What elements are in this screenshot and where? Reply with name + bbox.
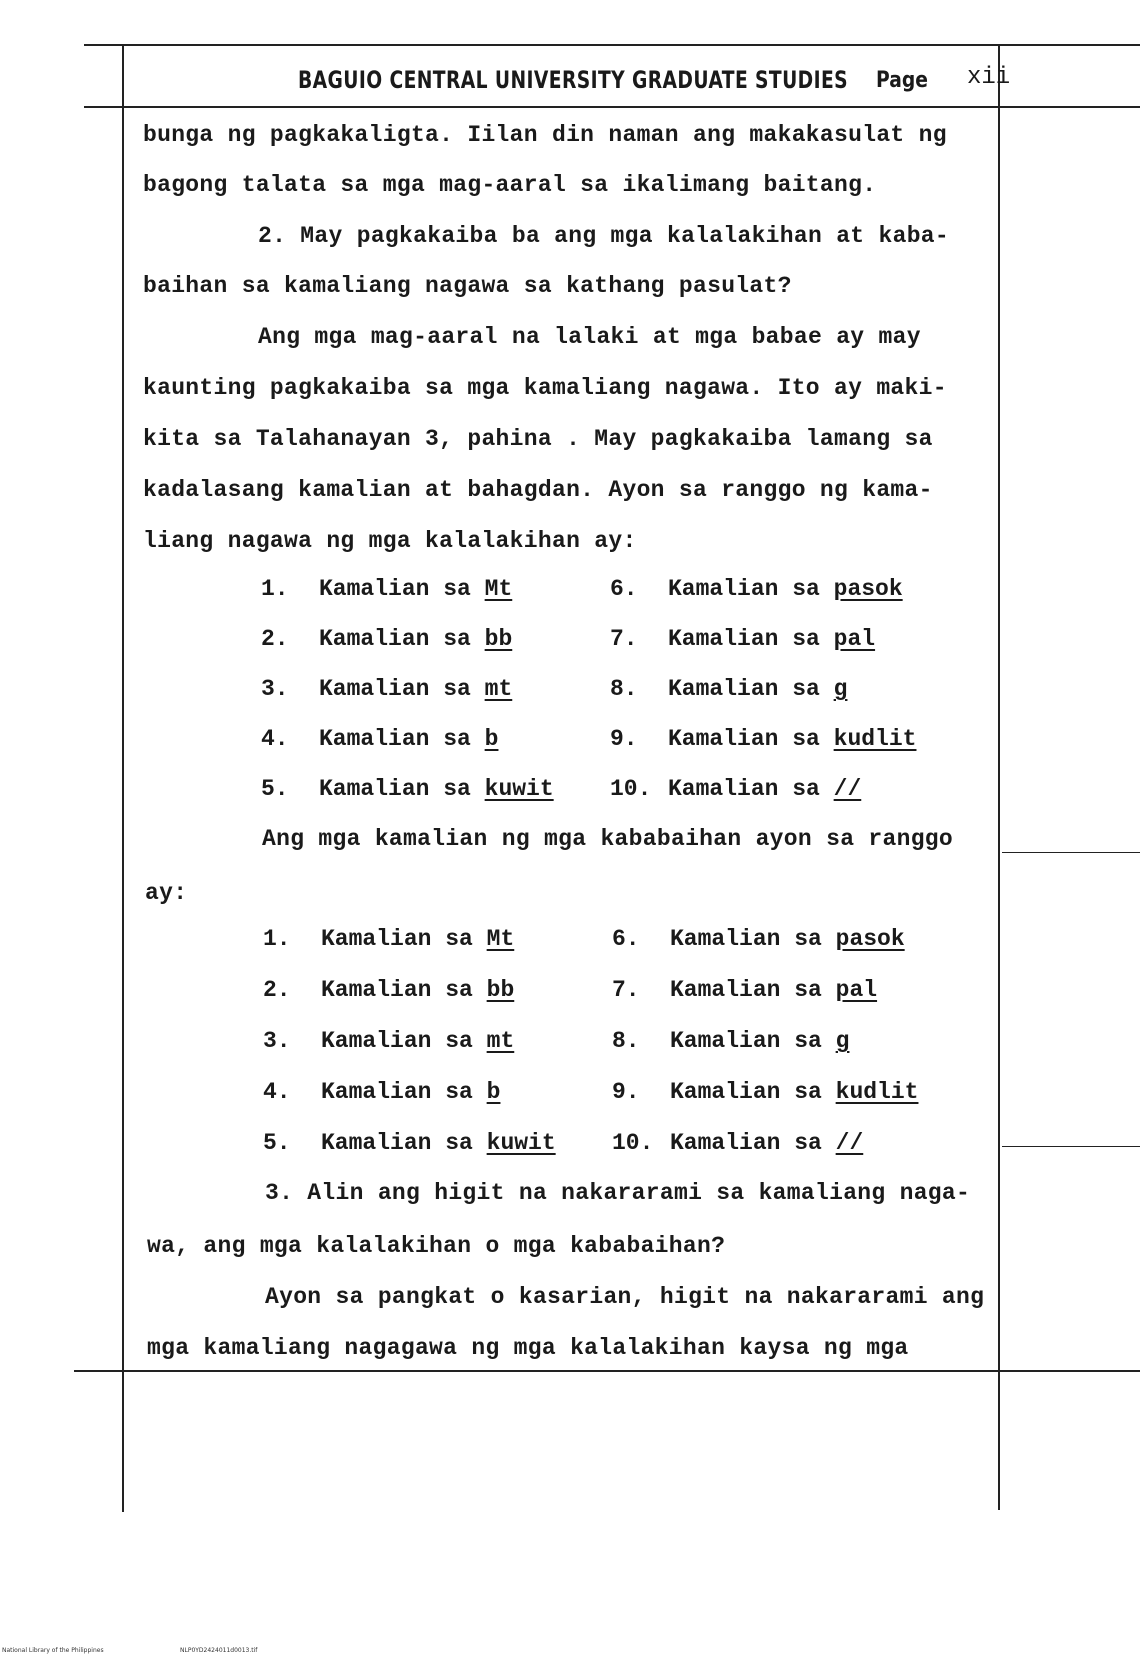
list-item-term: g [833, 676, 848, 702]
list-item-term: mt [486, 1028, 515, 1054]
list-item-term: kudlit [835, 1079, 919, 1105]
list-item-label: Kamalian sa [668, 726, 834, 752]
list-item-label: Kamalian sa [319, 726, 485, 752]
list-item-term: Mt [484, 576, 513, 602]
body-line: 2. May pagkakaiba ba ang mga kalalakihan at kaba- [258, 223, 950, 249]
list-item-term: bb [486, 977, 515, 1003]
list-item-label: Kamalian sa [319, 576, 485, 602]
list-item-number: 5. [261, 776, 289, 802]
list-item-label: Kamalian sa [670, 926, 836, 952]
list-item-term: // [833, 776, 862, 802]
header-title: BAGUIO CENTRAL UNIVERSITY GRADUATE STUDIES [298, 66, 848, 94]
list-item-number: 3. [263, 1028, 291, 1054]
list-item-number: 4. [263, 1079, 291, 1105]
list-item [263, 1028, 514, 1054]
list-item [263, 1130, 556, 1156]
list-item-term: b [486, 1079, 501, 1105]
list-item [261, 626, 512, 652]
list-item-term: kuwit [484, 776, 554, 802]
list-item [261, 776, 554, 802]
list-item-term: Mt [486, 926, 515, 952]
right-tick-2 [1002, 1146, 1140, 1147]
body-line: kadalasang kamalian at bahagdan. Ayon sa ranggo ng kama- [143, 477, 933, 503]
list-item-number: 1. [261, 576, 289, 602]
list-item [261, 726, 498, 752]
right-tick-1 [1002, 852, 1140, 853]
list-item-label: Kamalian sa [319, 676, 485, 702]
list-item-number: 8. [610, 676, 638, 702]
list-item [610, 626, 875, 652]
list-item-label: Kamalian sa [668, 576, 834, 602]
list-item-number: 6. [612, 926, 640, 952]
list-item-term: g [835, 1028, 850, 1054]
body-line: mga kamaliang nagagawa ng mga kalalakihan kaysa ng mga [147, 1335, 909, 1361]
list-item-number: 3. [261, 676, 289, 702]
list-item [263, 977, 514, 1003]
list-item [612, 977, 877, 1003]
left-margin-rule [122, 44, 124, 1512]
list-item [261, 576, 512, 602]
list-item-label: Kamalian sa [670, 1028, 836, 1054]
list-item-number: 1. [263, 926, 291, 952]
list-item-number: 6. [610, 576, 638, 602]
list-item-term: pasok [833, 576, 903, 602]
right-margin-rule [998, 44, 1000, 1510]
body-line: baihan sa kamaliang nagawa sa kathang pasulat? [143, 273, 792, 299]
list-item-label: Kamalian sa [319, 776, 485, 802]
top-rule [84, 44, 1140, 46]
list-item-label: Kamalian sa [668, 776, 834, 802]
list-item-label: Kamalian sa [668, 626, 834, 652]
list-item [612, 926, 905, 952]
list-item-label: Kamalian sa [319, 626, 485, 652]
body-line: Ayon sa pangkat o kasarian, higit na nakararami ang [265, 1284, 985, 1310]
list-item-number: 9. [612, 1079, 640, 1105]
list-item [612, 1028, 849, 1054]
list-item-number: 8. [612, 1028, 640, 1054]
list-item [612, 1130, 863, 1156]
list-item-number: 10. [612, 1130, 654, 1156]
header-rule [84, 106, 1140, 108]
body-line: 3. Alin ang higit na nakararami sa kamaliang naga- [265, 1180, 971, 1206]
list-item [612, 1079, 918, 1105]
list-item-label: Kamalian sa [670, 1130, 836, 1156]
body-line: bagong talata sa mga mag-aaral sa ikalimang baitang. [143, 172, 877, 198]
body-line: ay: [145, 880, 188, 906]
footer-file: NLP0YD2424011d0013.tif [180, 1647, 258, 1654]
list-item-number: 2. [261, 626, 289, 652]
list-item-number: 9. [610, 726, 638, 752]
header-page-label: Page [876, 68, 928, 93]
list-item-number: 5. [263, 1130, 291, 1156]
body-line: kita sa Talahanayan 3, pahina . May pagkakaiba lamang sa [143, 426, 933, 452]
list-item-term: b [484, 726, 499, 752]
body-line: Ang mga kamalian ng mga kababaihan ayon sa ranggo [262, 826, 954, 852]
list-item-term: pal [833, 626, 876, 652]
footer-library: National Library of the Philippines [2, 1647, 104, 1654]
header-page-number: xii [967, 64, 1011, 91]
list-item [263, 1079, 500, 1105]
body-line: bunga ng pagkakaligta. Iilan din naman ang makakasulat ng [143, 122, 947, 148]
list-item [610, 676, 847, 702]
list-item-label: Kamalian sa [670, 1079, 836, 1105]
list-item-number: 4. [261, 726, 289, 752]
list-item [263, 926, 514, 952]
list-item-term: kudlit [833, 726, 917, 752]
list-item [610, 776, 861, 802]
list-item-label: Kamalian sa [668, 676, 834, 702]
list-item [261, 676, 512, 702]
list-item-term: kuwit [486, 1130, 556, 1156]
list-item-term: bb [484, 626, 513, 652]
list-item-label: Kamalian sa [321, 977, 487, 1003]
list-item-number: 2. [263, 977, 291, 1003]
list-item-label: Kamalian sa [321, 1028, 487, 1054]
body-line: kaunting pagkakaiba sa mga kamaliang nagawa. Ito ay maki- [143, 375, 947, 401]
list-item-term: // [835, 1130, 864, 1156]
list-item-number: 10. [610, 776, 652, 802]
list-item [610, 726, 916, 752]
list-item-label: Kamalian sa [321, 926, 487, 952]
list-item-number: 7. [610, 626, 638, 652]
bottom-rule [74, 1370, 1140, 1372]
list-item-label: Kamalian sa [321, 1130, 487, 1156]
body-line: Ang mga mag-aaral na lalaki at mga babae ay may [258, 324, 921, 350]
body-line: liang nagawa ng mga kalalakihan ay: [143, 528, 637, 554]
list-item-label: Kamalian sa [670, 977, 836, 1003]
list-item-number: 7. [612, 977, 640, 1003]
list-item [610, 576, 903, 602]
list-item-term: pasok [835, 926, 905, 952]
list-item-term: mt [484, 676, 513, 702]
body-line: wa, ang mga kalalakihan o mga kababaihan? [147, 1233, 726, 1259]
list-item-label: Kamalian sa [321, 1079, 487, 1105]
list-item-term: pal [835, 977, 878, 1003]
